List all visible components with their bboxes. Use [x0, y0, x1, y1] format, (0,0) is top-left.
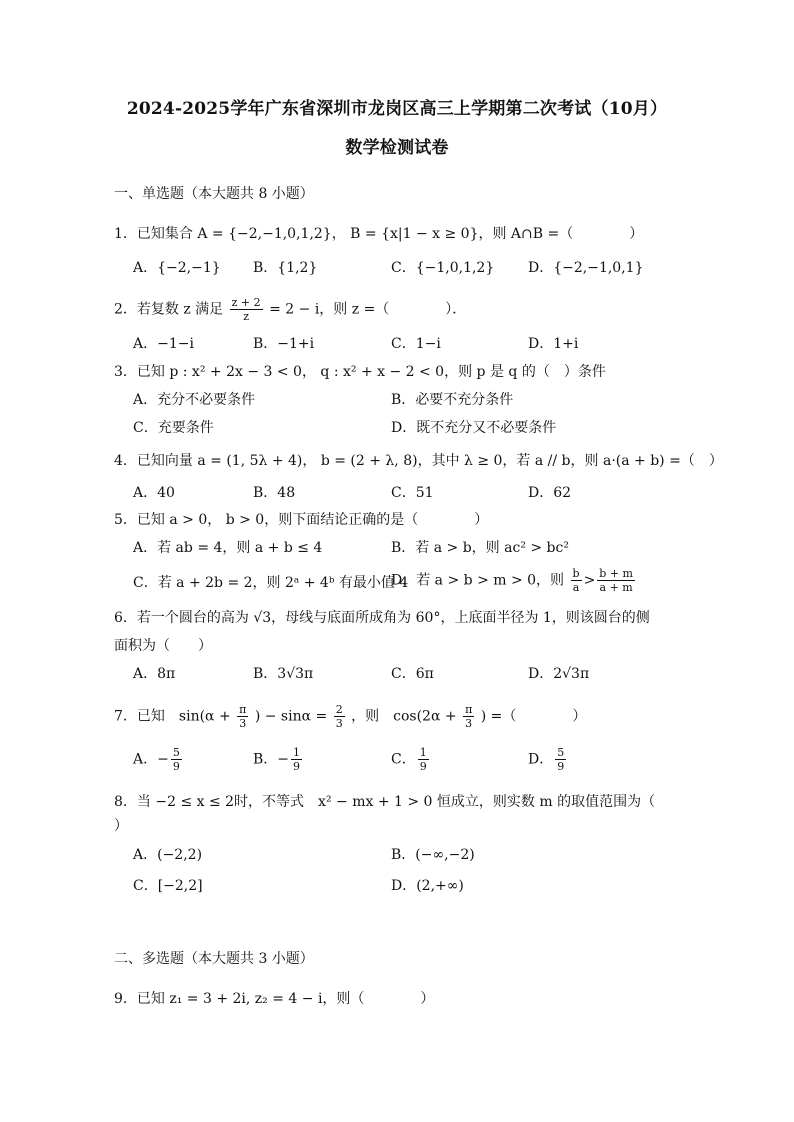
q6-option-d: D．2√3π — [528, 666, 590, 682]
q7-c-den: 9 — [419, 760, 427, 773]
question-2 — [114, 296, 466, 323]
q7-stem-mid2: ，则 cos(2α + — [351, 708, 457, 725]
question-9: 9．已知 z₁ = 3 + 2i, z₂ = 4 − i，则（ ） — [114, 991, 435, 1007]
q7-b-frac — [291, 746, 302, 773]
q2-stem-post: = 2 − i，则 z =（ ）． — [269, 301, 467, 318]
question-4: 4．已知向量 a = (1, 5λ + 4)， b = (2 + λ, 8)，其中 λ ≥ 0，若 a // b，则 a·(a + b) =（ ） — [114, 453, 723, 469]
q4-option-b: B．48 — [253, 485, 296, 501]
q5-d-frac1 — [571, 567, 582, 594]
q7-c-num: 1 — [419, 746, 427, 759]
q3-option-b: B．必要不充分条件 — [391, 392, 514, 408]
q1-option-b: B．{1,2} — [253, 260, 318, 276]
q5-d-frac1-num: b — [572, 567, 580, 580]
exam-title: 2024-2025学年广东省深圳市龙岗区高三上学期第二次考试（10月） — [126, 99, 668, 119]
q7-pi-frac-2 — [463, 703, 474, 730]
q5-d-frac1-den: a — [572, 581, 580, 594]
q7-pi-den-2: 3 — [465, 717, 473, 730]
q7-d-den: 9 — [557, 760, 565, 773]
q5-option-c: C．若 a + 2b = 2，则 2ᵃ + 4ᵇ 有最小值 4 — [133, 575, 409, 591]
q7-b-den: 9 — [293, 760, 301, 773]
q7-pi-den: 3 — [239, 717, 247, 730]
q7-pi-frac — [237, 703, 248, 730]
q2-frac-num: z + 2 — [231, 296, 261, 309]
q7-d-prefix: D． — [528, 751, 554, 768]
q7-option-b — [253, 746, 304, 773]
q5-option-b: B．若 a > b，则 ac² > bc² — [391, 540, 569, 556]
question-1: 1．已知集合 A = {−2,−1,0,1,2}， B = {x|1 − x ≥ 0}，则 A∩B =（ ） — [114, 226, 644, 242]
q5-d-frac2-den: a + m — [599, 581, 633, 594]
q8-option-a: A．(−2,2) — [133, 847, 203, 863]
q7-val-num: 2 — [335, 703, 343, 716]
q7-stem-mid: ) − sinα = — [254, 708, 328, 725]
question-6-line2: 面积为（ ） — [114, 638, 212, 654]
question-7 — [114, 703, 586, 730]
q2-option-d: D．1+i — [528, 336, 579, 352]
q5-d-frac2-num: b + m — [599, 567, 633, 580]
q1-option-d: D．{−2,−1,0,1} — [528, 260, 644, 276]
q6-option-c: C．6π — [391, 666, 434, 682]
q8-option-b: B．(−∞,−2) — [391, 847, 475, 863]
q8-option-d: D．(2,+∞) — [391, 878, 464, 894]
q5-d-frac2 — [597, 567, 635, 594]
q7-a-den: 9 — [172, 760, 180, 773]
q7-option-c — [391, 746, 431, 773]
q5-option-a: A．若 ab = 4，则 a + b ≤ 4 — [133, 540, 323, 556]
section-multi-choice: 二、多选题（本大题共 3 小题） — [114, 951, 314, 967]
q5-option-d-text: D．若 a > b > m > 0，则 — [391, 572, 565, 589]
q7-a-prefix: A．− — [133, 751, 169, 768]
q2-frac-den: z — [243, 310, 250, 323]
q2-option-a: A．−1−i — [133, 336, 194, 352]
q7-value-frac — [334, 703, 345, 730]
q2-fraction — [230, 296, 263, 323]
q7-pi-num: π — [239, 703, 247, 716]
question-3: 3．已知 p : x² + 2x − 3 < 0， q : x² + x − 2 < 0，则 p 是 q 的（ ）条件 — [114, 364, 606, 380]
q7-d-frac — [555, 746, 566, 773]
q7-c-prefix: C． — [391, 751, 416, 768]
q3-option-c: C．充要条件 — [133, 420, 214, 436]
q5-d-gt: > — [583, 572, 596, 589]
question-6-line1: 6．若一个圆台的高为 √3，母线与底面所成角为 60°，上底面半径为 1，则该圆台的侧 — [114, 610, 650, 626]
q7-c-frac — [418, 746, 429, 773]
question-8-line2: ） — [114, 818, 128, 834]
q7-a-frac — [171, 746, 182, 773]
q2-option-c: C．1−i — [391, 336, 441, 352]
q7-stem-post: ) =（ ） — [480, 708, 587, 725]
q7-val-den: 3 — [335, 717, 343, 730]
q6-option-a: A．8π — [133, 666, 176, 682]
section-single-choice: 一、单选题（本大题共 8 小题） — [114, 186, 314, 202]
q7-pi-num-2: π — [465, 703, 473, 716]
q4-option-c: C．51 — [391, 485, 434, 501]
question-5: 5．已知 a > 0， b > 0，则下面结论正确的是（ ） — [114, 512, 489, 528]
q6-option-b: B．3√3π — [253, 666, 314, 682]
q7-b-prefix: B．− — [253, 751, 290, 768]
q2-option-b: B．−1+i — [253, 336, 315, 352]
q7-stem-pre: 7．已知 sin(α + — [114, 708, 231, 725]
q4-option-a: A．40 — [133, 485, 175, 501]
q2-stem-pre: 2．若复数 z 满足 — [114, 301, 224, 318]
q7-option-a — [133, 746, 184, 773]
q7-option-d — [528, 746, 568, 773]
q3-option-a: A．充分不必要条件 — [133, 392, 256, 408]
question-8-line1: 8．当 −2 ≤ x ≤ 2时，不等式 x² − mx + 1 > 0 恒成立，则实数 m 的取值范围为（ — [114, 794, 656, 810]
q7-b-num: 1 — [293, 746, 301, 759]
q7-d-num: 5 — [557, 746, 565, 759]
q7-a-num: 5 — [172, 746, 180, 759]
q4-option-d: D．62 — [528, 485, 572, 501]
q1-option-a: A．{−2,−1} — [133, 260, 221, 276]
q8-option-c: C．[−2,2] — [133, 878, 203, 894]
q1-option-c: C．{−1,0,1,2} — [391, 260, 495, 276]
q3-option-d: D．既不充分又不必要条件 — [391, 420, 557, 436]
q5-option-d — [391, 567, 637, 594]
exam-subtitle: 数学检测试卷 — [345, 138, 449, 158]
